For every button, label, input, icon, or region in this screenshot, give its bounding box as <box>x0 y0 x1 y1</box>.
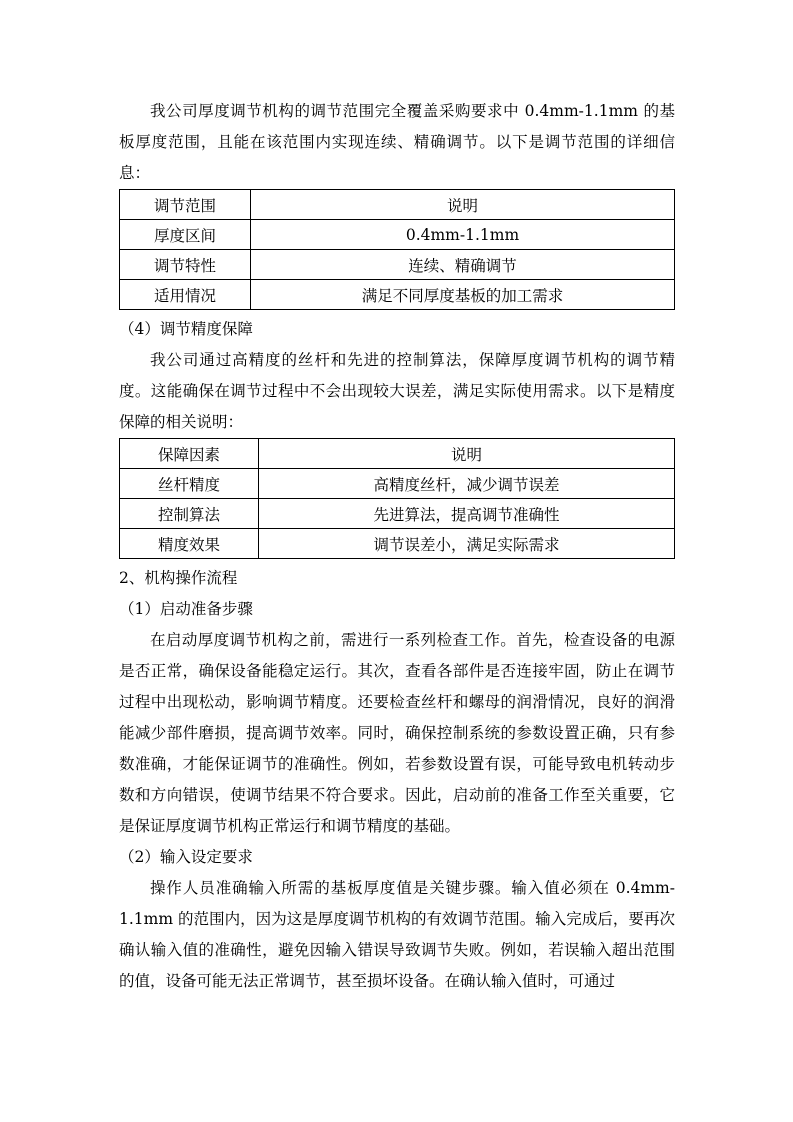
table-header-cell: 调节范围 <box>120 190 251 220</box>
table-header-cell: 说明 <box>259 439 675 469</box>
table-cell: 厚度区间 <box>120 220 251 250</box>
section-heading-operation-flow: 2、机构操作流程 <box>119 569 238 587</box>
table-header-row <box>120 190 675 220</box>
table-cell: 丝杆精度 <box>120 469 259 499</box>
table-cell: 先进算法，提高调节准确性 <box>259 499 675 529</box>
section-heading-startup: （1）启动准备步骤 <box>119 600 253 618</box>
table-cell: 0.4mm-1.1mm <box>251 220 675 250</box>
table-header-row <box>120 439 675 469</box>
table-cell: 连续、精确调节 <box>251 250 675 280</box>
table-cell: 控制算法 <box>120 499 259 529</box>
table-cell: 精度效果 <box>120 529 259 559</box>
table-row <box>120 280 675 310</box>
table-header-cell: 说明 <box>251 190 675 220</box>
table-row <box>120 220 675 250</box>
table-header-cell: 保障因素 <box>120 439 259 469</box>
table-row <box>120 469 675 499</box>
paragraph-startup: 在启动厚度调节机构之前，需进行一系列检查工作。首先，检查设备的电源是否正常，确保设备能稳定运行。其次，查看各部件是否连接牢固，防止在调节过程中出现松动，影响调节精度。还要检查丝杆和螺母的润滑情况，良好的润滑能减少部件磨损，提高调节效率。同时，确保控制系统的参数设置正确，只有参数准确，才能保证调节的准确性。例如，若参数设置有误，可能导致电机转动步数和方向错误，使调节结果不符合要求。因此，启动前的准备工作至关重要，它是保证厚度调节机构正常运行和调节精度的基础。 <box>119 631 675 835</box>
table-cell: 高精度丝杆，减少调节误差 <box>259 469 675 499</box>
table-cell: 调节特性 <box>120 250 251 280</box>
table-row <box>120 250 675 280</box>
range-table <box>119 189 675 310</box>
table-cell: 满足不同厚度基板的加工需求 <box>251 280 675 310</box>
table-cell: 适用情况 <box>120 280 251 310</box>
document-page <box>119 96 675 997</box>
precision-table <box>119 438 675 559</box>
paragraph-precision-intro: 我公司通过高精度的丝杆和先进的控制算法，保障厚度调节机构的调节精度。这能确保在调节过程中不会出现较大误差，满足实际使用需求。以下是精度保障的相关说明： <box>119 351 675 431</box>
paragraph-input: 操作人员准确输入所需的基板厚度值是关键步骤。输入值必须在 0.4mm-1.1mm 的范围内，因为这是厚度调节机构的有效调节范围。输入完成后，要再次确认输入值的准确性，避免因输入错误导致调节失败。例如，若误输入超出范围的值，设备可能无法正常调节，甚至损坏设备。在确认输入值时，可通过 <box>119 879 675 990</box>
section-heading-input: （2）输入设定要求 <box>119 848 253 866</box>
paragraph-range-intro: 我公司厚度调节机构的调节范围完全覆盖采购要求中 0.4mm-1.1mm 的基板厚度范围，且能在该范围内实现连续、精确调节。以下是调节范围的详细信息： <box>119 102 675 182</box>
table-cell: 调节误差小，满足实际需求 <box>259 529 675 559</box>
table-row <box>120 499 675 529</box>
table-row <box>120 529 675 559</box>
section-heading-precision: （4）调节精度保障 <box>119 320 253 338</box>
